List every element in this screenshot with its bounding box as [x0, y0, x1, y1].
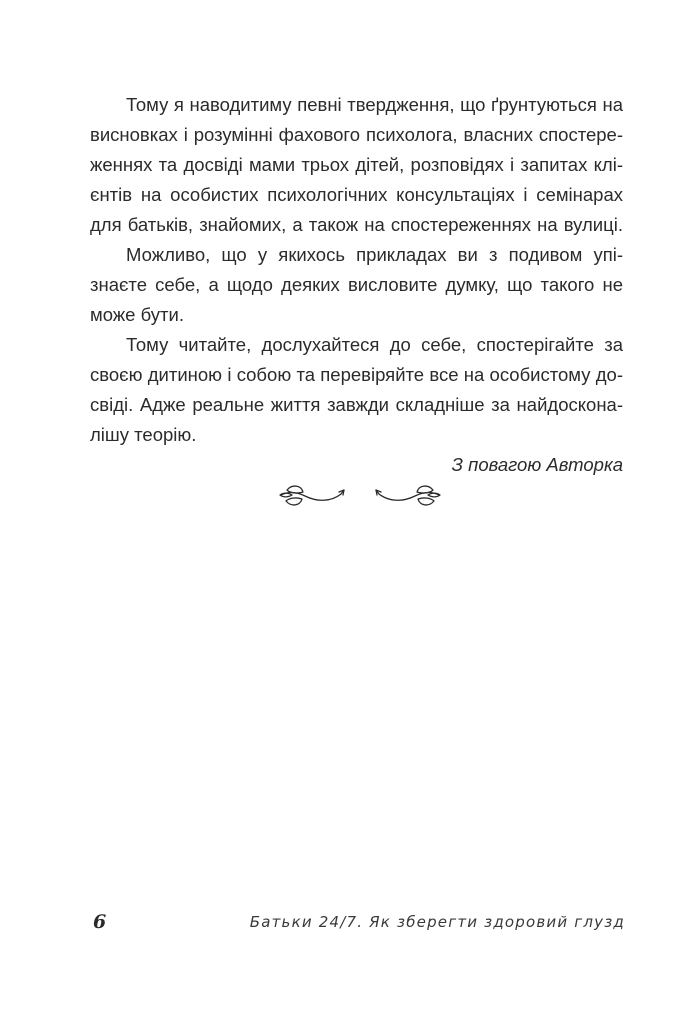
text-line: Можливо, що у якихось прикладах ви з подивом упі- — [126, 244, 623, 265]
text-line: Тому читайте, дослухайтеся до себе, спостерігайте за — [126, 334, 623, 355]
vine-divider-icon — [275, 475, 445, 520]
page-number: 6 — [93, 911, 107, 933]
text-line: Тому я наводитиму певні твердження, що ґрунтуються на — [126, 94, 623, 115]
text-line: може бути. — [90, 304, 184, 325]
text-line: лішу теорію. — [90, 424, 197, 445]
text-line: женнях та досвіді мами трьох дітей, розповідях і запитах клі- — [90, 154, 623, 175]
text-line: свіді. Адже реальне життя завжди складніше за найдоскона- — [90, 394, 623, 415]
text-line: знаєте себе, а щодо деяких висловите думку, що такого не — [90, 274, 623, 295]
main-text — [90, 90, 623, 480]
text-line: висновках і розумінні фахового психолога, власних спостере- — [90, 124, 623, 145]
text-line: своєю дитиною і собою та перевіряйте все на особистому до- — [90, 364, 623, 385]
text-line: для батьків, знайомих, а також на спостереженнях на вулиці. — [90, 214, 623, 235]
signature: З повагою Авторка — [451, 454, 623, 475]
running-footer-title: Батьки 24/7. Як зберегти здоровий глузд — [249, 913, 625, 931]
text-line: єнтів на особистих психологічних консультаціях і семінарах — [90, 184, 623, 205]
